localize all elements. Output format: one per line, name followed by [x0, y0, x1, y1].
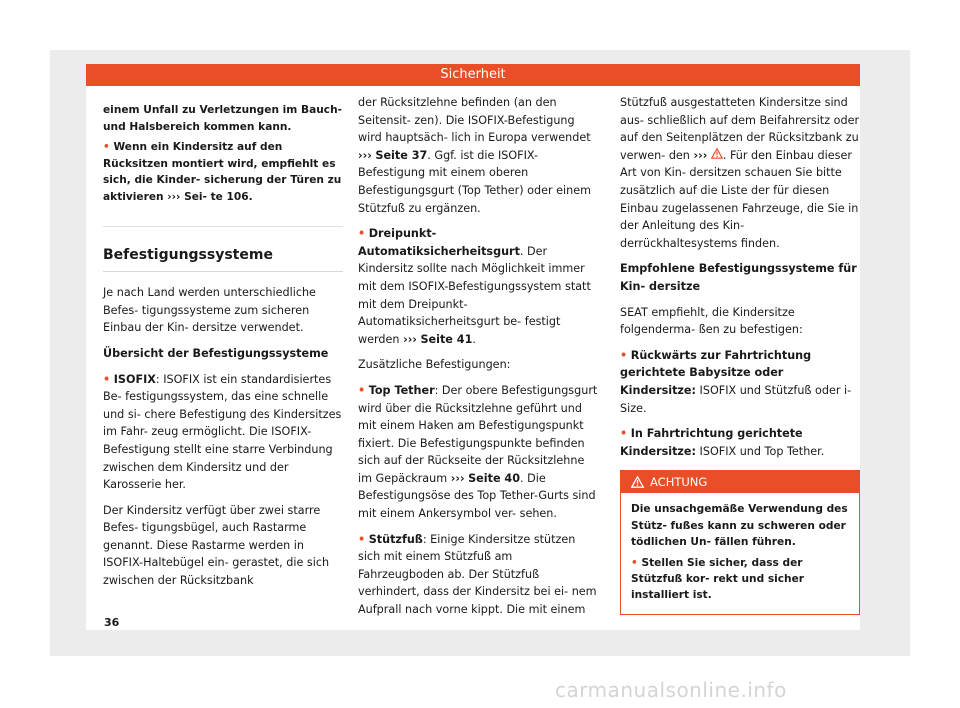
toptether-paragraph: • Top Tether: Der obere Befestigungsgurt wird über die Rücksitzlehne geführt und mit einem Haken am Befestigungspunkt fixiert. Die Befestigungspunkte befinden sich auf der Rückseite der Rücksitzlehne im Gepäckraum ››› Seite 40. Die Befestigungsöse des Top Tether-Gurts sind mit einem Ankersymbol ver- sehen. — [358, 383, 598, 521]
warning-box — [620, 470, 860, 614]
rear-facing-paragraph: • Rückwärts zur Fahrtrichtung gerichtete Babysitze oder Kindersitze: ISOFIX und Stützfuß oder i-Size. — [620, 348, 852, 415]
warning-triangle-icon[interactable] — [711, 149, 723, 162]
warning-triangle-icon — [631, 475, 650, 489]
section-title: Befestigungssysteme — [103, 247, 343, 273]
bullet: • — [620, 427, 628, 441]
link-marker[interactable]: ››› — [358, 148, 372, 162]
page-reference[interactable]: Seite 41 — [420, 332, 473, 346]
page-header — [86, 64, 860, 86]
warning-item: • Stellen Sie sicher, dass der Stützfuß kor- rekt und sicher installiert ist. — [631, 556, 805, 602]
link-marker[interactable]: ››› — [693, 148, 708, 162]
isofix-paragraph: • ISOFIX: ISOFIX ist ein standardisiertes Be- festigungssystem, das eine schnelle und si- chere Befestigung des Kindersitzes im Fahr- zeug ermöglicht. Die ISOFIX-Befestigung stellt eine starre Verbindung zwischen dem Kindersitz und der Karosserie her. — [103, 372, 342, 492]
recommend-intro: SEAT empfiehlt, die Kindersitze folgenderma- ßen zu befestigen: — [620, 305, 803, 337]
recommend-heading: Empfohlene Befestigungssysteme für Kin- dersitze — [620, 262, 857, 293]
isofix-label: ISOFIX — [113, 372, 156, 386]
note-line-1: einem Unfall zu Verletzungen im Bauch- und Halsbereich kommen kann. — [103, 104, 343, 133]
toptether-label: Top Tether — [368, 383, 435, 397]
dreipunkt-paragraph: • Dreipunkt-Automatiksicherheitsgurt. Der Kindersitz sollte nach Möglichkeit immer mit dem ISOFIX-Befestigungssystem statt mit dem Dreipunkt-Automatiksicherheitsgurt be- festigt werden ››› Seite 41. — [358, 227, 591, 346]
dreipunkt-label: Dreipunkt-Automatiksicherheitsgurt — [358, 227, 520, 258]
watermark: carmanualsonline.info — [555, 678, 787, 702]
warning-header — [621, 471, 859, 493]
link-marker[interactable]: ››› — [167, 190, 181, 203]
rear-facing-label: Rückwärts zur Fahrtrichtung gerichtete Babysitze oder Kindersitze: — [620, 348, 812, 397]
stuetzfuss-label: Stützfuß — [368, 532, 423, 546]
warning-title: ACHTUNG — [650, 475, 708, 490]
manual-page — [86, 64, 860, 630]
note-line-2: • Wenn ein Kindersitz auf den Rücksitzen montiert wird, empfiehlt es sich, die Kinder- sicherung der Türen zu aktivieren ››› Sei- te 106. — [103, 141, 342, 203]
bullet: • — [620, 348, 628, 362]
page-reference[interactable]: Seite 37 — [375, 148, 428, 162]
intro-paragraph: Je nach Land werden unterschiedliche Befes- tigungssysteme zum sicheren Einbau der Kin- dersitze verwendet. — [103, 286, 316, 335]
stuetzfuss-continued-paragraph: Stützfuß ausgestatteten Kindersitze sind aus- schließlich auf dem Beifahrersitz oder auf den Seitenplätzen der Rücksitzbank zu verwen- den ››› . Für den Einbau dieser Art von Kin- dersitzen schauen Sie bitte zusätzlich auf die Liste der für diesen Einbau zugelassenen Fahrzeuge, die Sie in der Anleitung des Kin- derrückhaltesystems finden. — [620, 96, 860, 250]
extra-heading: Zusätzliche Befestigungen: — [358, 358, 511, 372]
column-1 — [103, 94, 343, 598]
continued-note — [103, 94, 343, 227]
page-number: 36 — [104, 616, 120, 629]
link-marker[interactable]: ››› — [403, 332, 417, 346]
page-reference[interactable]: Seite 40 — [468, 471, 521, 485]
rastarme-paragraph: Der Kindersitz verfügt über zwei starre Befes- tigungsbügel, auch Rastarme genannt. Diese Rastarme werden in ISOFIX-Haltebügel ein- gerastet, die sich zwischen der Rücksitzbank — [103, 503, 330, 588]
bullet: • — [103, 141, 110, 154]
front-facing-paragraph: • In Fahrtrichtung gerichtete Kindersitze: ISOFIX und Top Tether. — [620, 427, 825, 458]
warning-body — [621, 493, 859, 613]
warning-item: Die unsachgemäße Verwendung des Stütz- fußes kann zu schweren oder tödlichen Un- fällen führen. — [631, 503, 848, 549]
isofix-continued-paragraph: der Rücksitzlehne befinden (an den Seitensit- zen). Die ISOFIX-Befestigung wird hauptsäch- lich in Europa verwendet ››› Seite 37. Ggf. ist die ISOFIX-Befestigung mit einem oberen Befestigungsgurt (Top Tether) oder einem Stützfuß zu ergänzen. — [358, 96, 591, 215]
header-title: Sicherheit — [440, 67, 506, 82]
front-facing-label: In Fahrtrichtung gerichtete Kindersitze: — [620, 427, 803, 458]
page-reference[interactable]: Sei- te 106. — [184, 190, 253, 203]
bullet: • — [358, 383, 366, 397]
column-3 — [620, 94, 860, 615]
bullet: • — [103, 372, 111, 386]
bullet: • — [631, 556, 638, 569]
bullet: • — [358, 227, 366, 241]
overview-heading: Übersicht der Befestigungssysteme — [103, 346, 329, 360]
link-marker[interactable]: ››› — [450, 471, 465, 485]
stuetzfuss-paragraph: • Stützfuß: Einige Kindersitze stützen sich mit einem Stützfuß am Fahrzeugboden ab. Der Stützfuß verhindert, dass der Kindersitz bei ei- nem Aufprall nach vorne kippt. Die mit einem — [358, 532, 597, 617]
bullet: • — [358, 532, 366, 546]
column-2 — [358, 94, 598, 627]
